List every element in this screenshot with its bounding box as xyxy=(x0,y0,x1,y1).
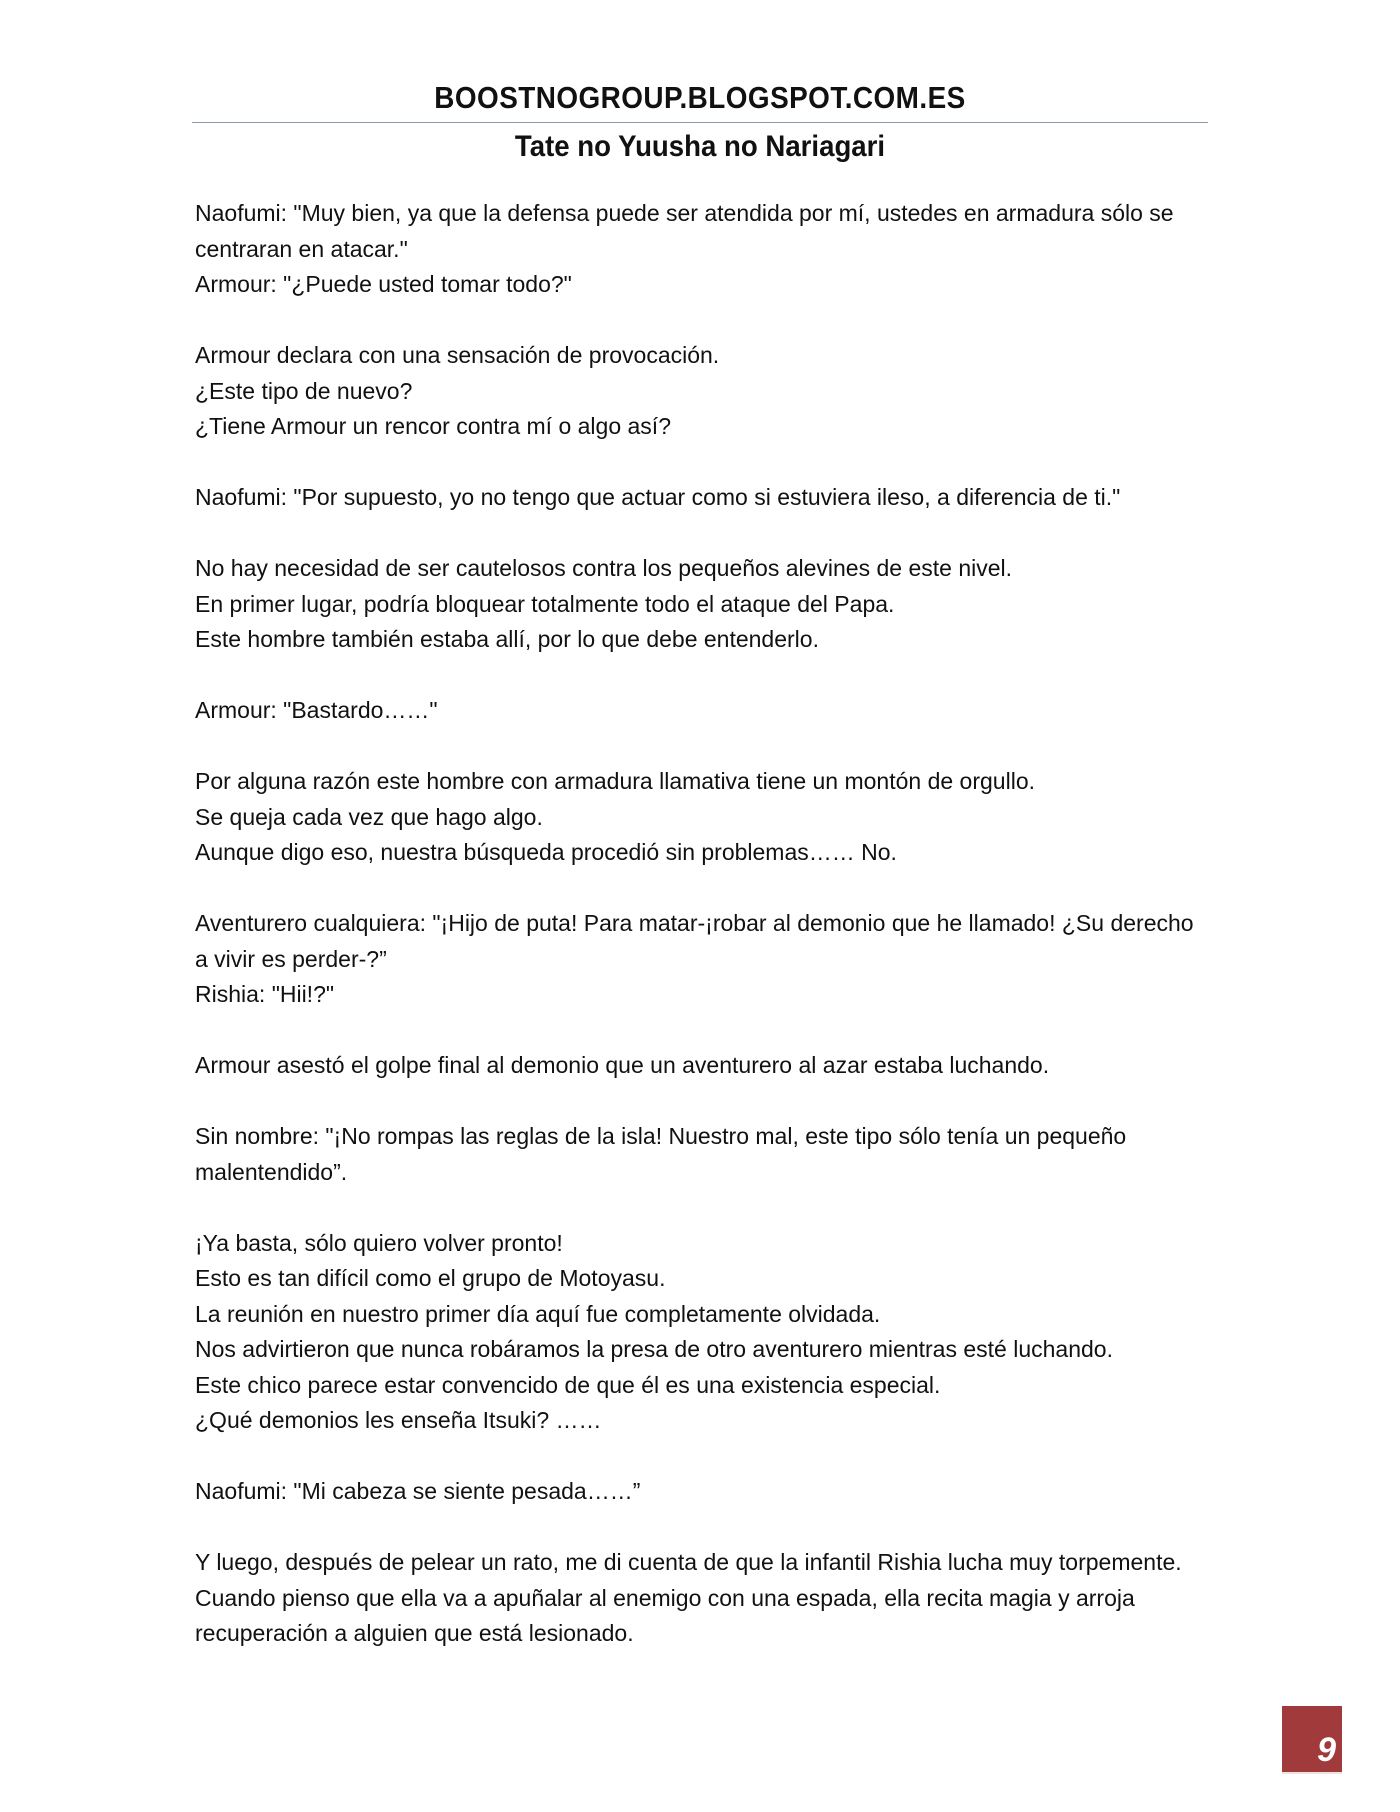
site-title: BOOSTNOGROUP.BLOGSPOT.COM.ES xyxy=(434,80,966,115)
page-number-badge xyxy=(1282,1706,1342,1774)
text-line: Armour asestó el golpe final al demonio que un aventurero al azar estaba luchando. xyxy=(195,1052,1050,1078)
text-line: centraran en atacar." xyxy=(195,235,408,262)
text-line: Armour: "Bastardo……" xyxy=(195,697,438,723)
blank-line xyxy=(195,1084,1215,1120)
blank-line xyxy=(195,303,1215,339)
text-line: ¿Qué demonios les enseña Itsuki? …… xyxy=(195,1407,602,1433)
text-line: No hay necesidad de ser cautelosos contra los pequeños alevines de este nivel. xyxy=(195,555,1013,581)
blank-line xyxy=(195,729,1215,765)
text-line: Este hombre también estaba allí, por lo que debe entenderlo. xyxy=(195,626,819,652)
page-header xyxy=(192,78,1208,169)
text-line: Se queja cada vez que hago algo. xyxy=(195,803,543,830)
blank-line xyxy=(195,1439,1215,1475)
text-line: Naofumi: "Por supuesto, yo no tengo que actuar como si estuviera ileso, a diferencia de ti." xyxy=(195,484,1121,510)
blank-line xyxy=(195,871,1215,907)
text-line: Este chico parece estar convencido de que él es una existencia especial. xyxy=(195,1371,941,1398)
blank-line xyxy=(195,1190,1215,1226)
document-body xyxy=(195,196,1215,1652)
blank-line xyxy=(195,1510,1215,1546)
text-line: La reunión en nuestro primer día aquí fue completamente olvidada. xyxy=(195,1300,881,1327)
text-line: ¿Este tipo de nuevo? xyxy=(195,377,413,404)
text-line: Rishia: "Hii!?" xyxy=(195,981,335,1007)
text-line: a vivir es perder-?” xyxy=(195,945,387,972)
text-line: malentendido”. xyxy=(195,1158,348,1185)
header-divider xyxy=(192,122,1208,123)
blank-line xyxy=(195,1013,1215,1049)
text-line: Naofumi: "Mi cabeza se siente pesada……” xyxy=(195,1478,641,1504)
blank-line xyxy=(195,445,1215,481)
text-line: Cuando pienso que ella va a apuñalar al enemigo con una espada, ella recita magia y arroja xyxy=(195,1584,1135,1611)
page-number: 9 xyxy=(1317,1731,1336,1769)
text-line: ¡Ya basta, sólo quiero volver pronto! xyxy=(195,1229,563,1256)
text-line: Nos advirtieron que nunca robáramos la presa de otro aventurero mientras esté luchando. xyxy=(195,1336,1113,1362)
text-line: recuperación a alguien que está lesionado. xyxy=(195,1620,634,1646)
blank-line xyxy=(195,516,1215,552)
text-line: Y luego, después de pelear un rato, me di cuenta de que la infantil Rishia lucha muy torpemente. xyxy=(195,1549,1182,1575)
page-badge-underline xyxy=(1282,1772,1342,1774)
text-line: Naofumi: "Muy bien, ya que la defensa puede ser atendida por mí, ustedes en armadura sólo se xyxy=(195,200,1174,226)
blank-line xyxy=(195,658,1215,694)
text-line: En primer lugar, podría bloquear totalmente todo el ataque del Papa. xyxy=(195,590,895,617)
book-title: Tate no Yuusha no Nariagari xyxy=(514,130,886,163)
text-line: Esto es tan difícil como el grupo de Motoyasu. xyxy=(195,1265,666,1291)
text-line: Armour: "¿Puede usted tomar todo?" xyxy=(195,271,572,297)
text-line: Sin nombre: "¡No rompas las reglas de la isla! Nuestro mal, este tipo sólo tenía un pequeño xyxy=(195,1123,1127,1149)
text-line: Por alguna razón este hombre con armadura llamativa tiene un montón de orgullo. xyxy=(195,768,1035,794)
text-line: Armour declara con una sensación de provocación. xyxy=(195,342,720,368)
text-line: ¿Tiene Armour un rencor contra mí o algo así? xyxy=(195,413,671,439)
text-line: Aventurero cualquiera: "¡Hijo de puta! Para matar-¡robar al demonio que he llamado! ¿Su derecho xyxy=(195,910,1194,936)
text-line: Aunque digo eso, nuestra búsqueda procedió sin problemas…… No. xyxy=(195,839,897,865)
